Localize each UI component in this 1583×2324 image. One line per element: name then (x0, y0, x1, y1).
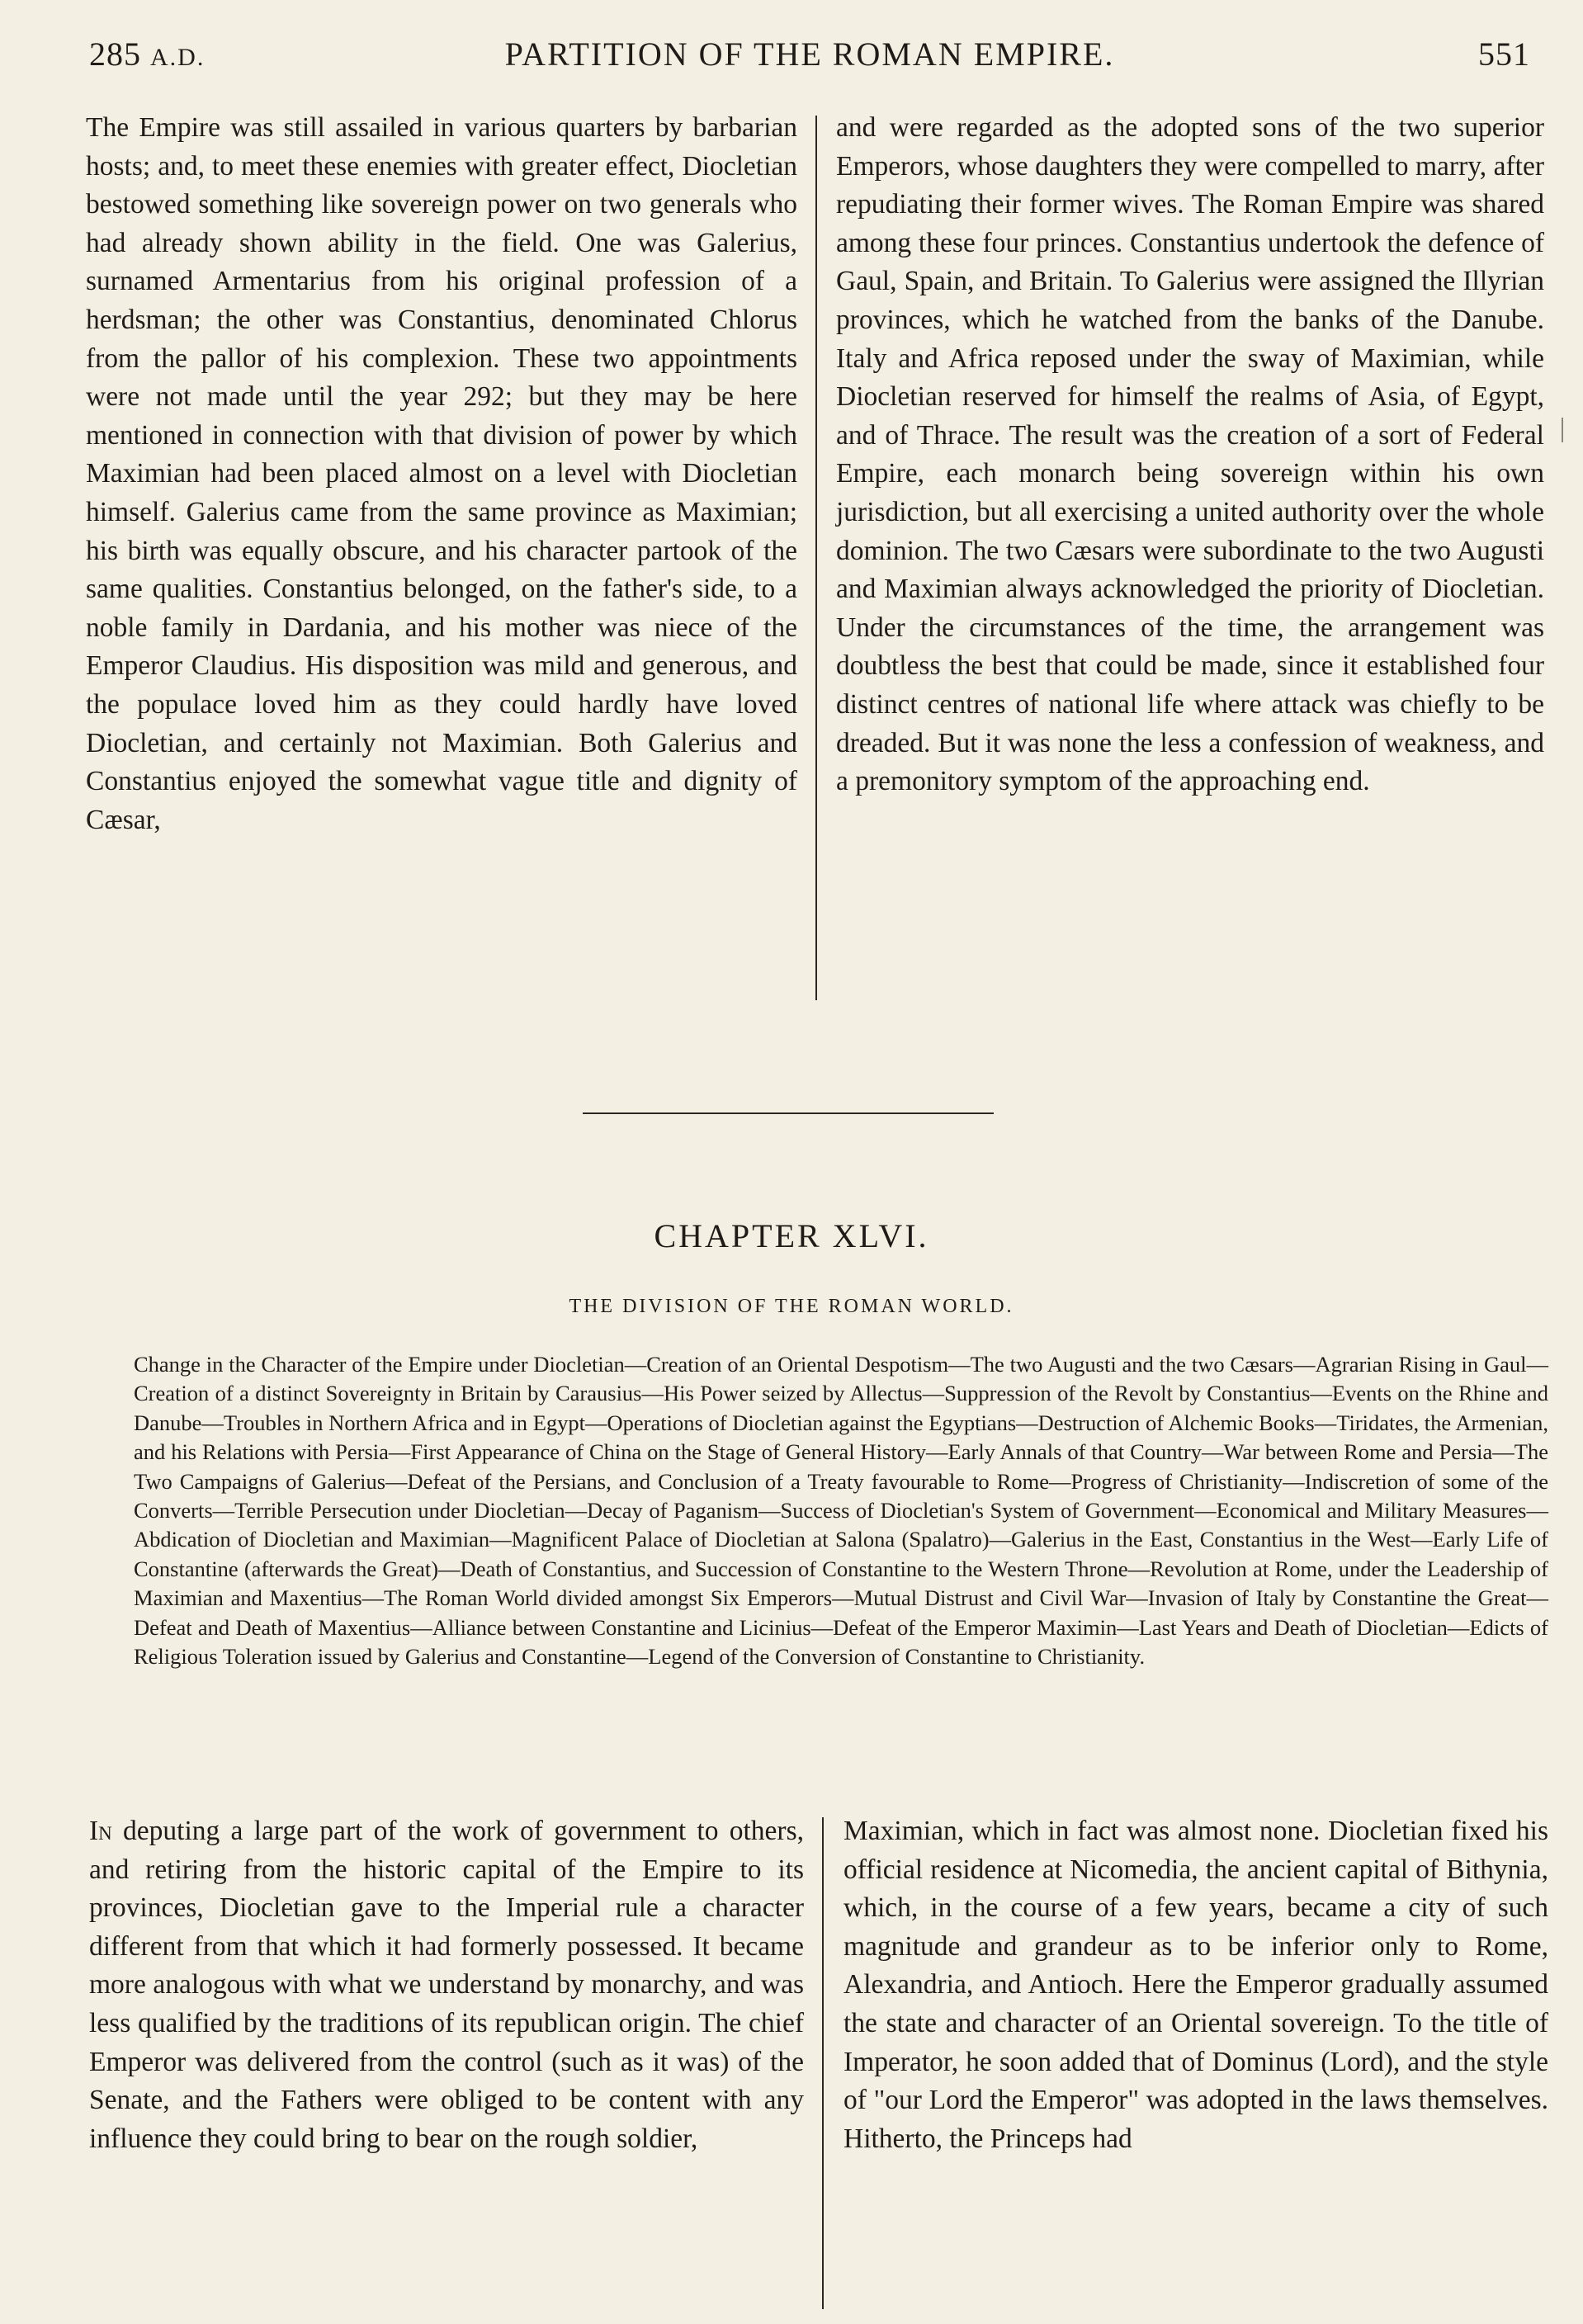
bottom-column-right: Maximian, which in fact was almost none. Diocletian fixed his official residence at Nicomedia, the ancient capital of Bithynia, which, in the course of a few years, became a city of such magnitude and grandeur as to be inferior only to Rome, Alexandria, and Antioch. Here the Emperor gradually assumed the state and character of an Oriental sovereign. To the title of Imperator, he soon added that of Dominus (Lord), and the style of "our Lord the Emperor" was adopted in the laws themselves. Hitherto, the Princeps had (843, 1816, 1548, 2154)
bottom-column-left-text: deputing a large part of the work of government to others, and retiring from the historic capital of the Empire to its provinces, Diocletian gave to the Imperial rule a character different from that which it had formerly possessed. It became more analogous with what we understand by monarchy, and was less qualified by the traditions of its republican origin. The chief Emperor was delivered from the control (such as it was) of the Senate, and the Fathers were obliged to be content with any influence they could bring to bear on the rough soldier, (89, 1816, 804, 2154)
header-era: A.D. (150, 44, 206, 71)
chapter-title: THE DIVISION OF THE ROMAN WORLD. (569, 1296, 1014, 1317)
header-year-number: 285 (89, 35, 141, 73)
margin-mark (1562, 418, 1563, 442)
header-title: PARTITION OF THE ROMAN EMPIRE. (504, 35, 1115, 73)
chapter-summary: Change in the Character of the Empire under Diocletian—Creation of an Oriental Despotism—The two Augusti and the two Cæsars—Agrarian Rising in Gaul—Creation of a distinct Sovereignty in Britain by Carausius—His Power seized by Allectus—Suppression of the Revolt by Constantius—Events on the Rhine and Danube—Troubles in Northern Africa and in Egypt—Operations of Diocletian against the Egyptians—Destruction of Alchemic Books—Tiridates, the Armenian, and his Relations with Persia—First Appearance of China on the Stage of General History—Early Annals of that Country—War between Rome and Persia—The Two Campaigns of Galerius—Defeat of the Persians, and Conclusion of a Treaty favourable to Rome—Progress of Christianity—Indiscretion of some of the Converts—Terrible Persecution under Diocletian—Decay of Paganism—Success of Diocletian's System of Government—Economical and Military Measures—Abdication of Diocletian and Maximian—Magnificent Palace of Diocletian at Salona (Spalatro)—Galerius in the East, Constantius in the West—Early Life of Constantine (afterwards the Great)—Death of Constantius, and Succession of Constantine to the Western Throne—Revolution at Rome, under the Leadership of Maximian and Maxentius—The Roman World divided amongst Six Emperors—Mutual Distrust and Civil War—Invasion of Italy by Constantine the Great—Defeat and Death of Maxentius—Alliance between Constantine and Licinius—Defeat of the Emperor Maximin—Last Years and Death of Diocletian—Edicts of Religious Toleration issued by Galerius and Constantine—Legend of the Conversion of Constantine to Christianity. (134, 1352, 1548, 1670)
top-column-right: and were regarded as the adopted sons of the two superior Emperors, whose daughters they were compelled to marry, after repudiating their former wives. The Roman Empire was shared among these four princes. Constantius undertook the defence of Gaul, Spain, and Britain. To Galerius were assigned the Illyrian provinces, which he watched from the banks of the Danube. Italy and Africa reposed under the sway of Maximian, while Diocletian reserved for himself the realms of Asia, of Egypt, and of Thrace. The result was the creation of a sort of Federal Empire, each monarch being sovereign within his own jurisdiction, but all exercising a united authority over the whole dominion. The two Cæsars were subordinate to the two Augusti and Maximian always acknowledged the priority of Diocletian. Under the circumstances of the time, the arrangement was doubtless the best that could be made, since it established four distinct centres of national life where attack was chiefly to be dreaded. But it was none the less a confession of weakness, and a premonitory symptom of the approaching end. (836, 112, 1544, 797)
running-header (89, 35, 1530, 81)
column-divider-bottom (822, 1817, 824, 2309)
bottom-column-left (89, 1812, 804, 2158)
section-divider (583, 1112, 994, 1114)
page-number: 551 (1478, 35, 1530, 73)
top-column-left: The Empire was still assailed in various quarters by barbarian hosts; and, to meet these enemies with greater effect, Diocletian bestowed something like sovereign power on two generals who had already shown ability in the field. One was Galerius, surnamed Armentarius from his original profession of a herdsman; the other was Constantius, denominated Chlorus from the pallor of his complexion. These two appointments were not made until the year 292; but they may be here mentioned in connection with that division of power by which Maximian had been placed almost on a level with Diocletian himself. Galerius came from the same province as Maximian; his birth was equally obscure, and his character partook of the same qualities. Constantius belonged, on the father's side, to a noble family in Dardania, and his mother was niece of the Emperor Claudius. His disposition was mild and generous, and the populace loved him as they could hardly have loved Diocletian, and certainly not Maximian. Both Galerius and Constantius enjoyed the somewhat vague title and dignity of Cæsar, (86, 112, 797, 835)
chapter-number: CHAPTER XLVI. (654, 1217, 929, 1254)
column-divider-top (815, 116, 817, 1000)
drop-cap: In (89, 1816, 112, 1846)
